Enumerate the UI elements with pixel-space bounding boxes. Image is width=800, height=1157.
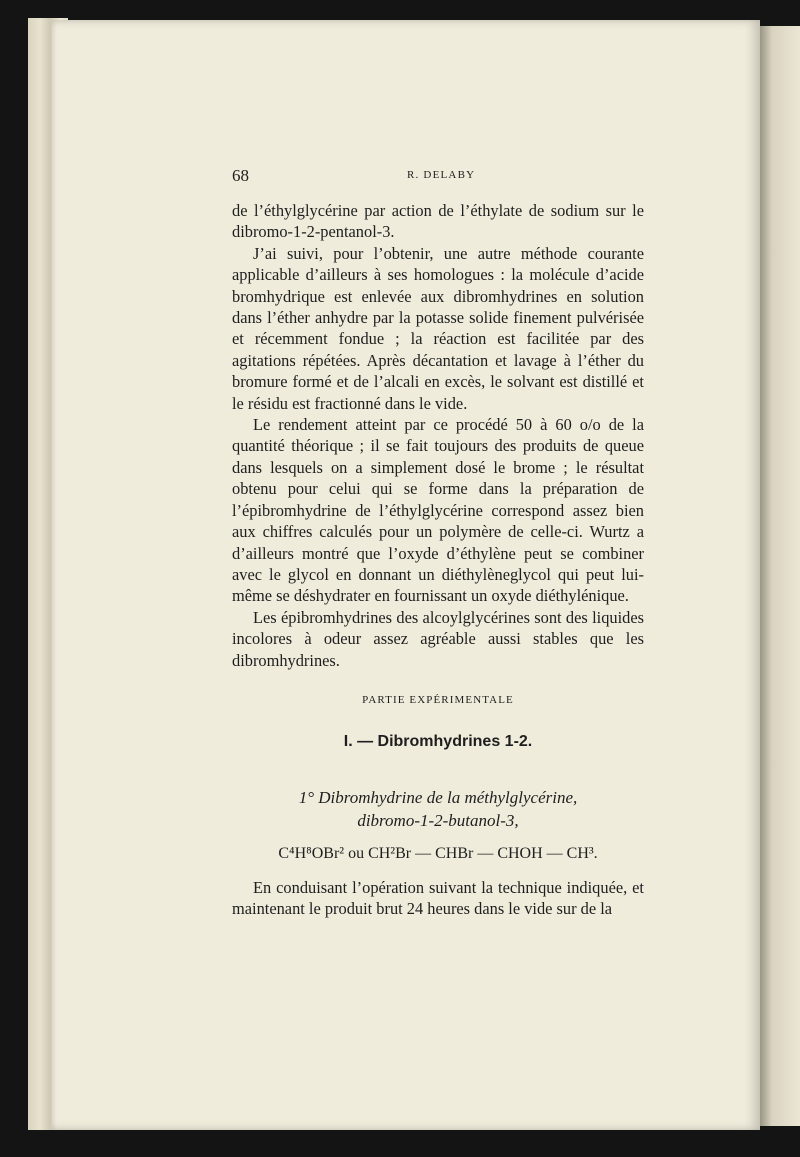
tail-text: [232, 877, 644, 920]
running-head-author: R. DELABY: [407, 169, 476, 181]
paragraph: J’ai suivi, pour l’obtenir, une autre méthode courante applicable d’ailleurs à ses homologues : la molécule d’acide bromhydrique est enlevée aux dibromhydrines en solution dans l’éther anhydre par la potasse solide finement pulvérisée et récemment fondue ; la réaction est facilitée par des agitations répétées. Après décantation et lavage à l’éther du bromure formé et de l’alcali en excès, le solvant est distillé et le résidu est fractionné dans le vide.: [232, 243, 644, 413]
facing-page-edge: [760, 26, 800, 1126]
paragraph: En conduisant l’opération suivant la technique indiquée, et maintenant le produit brut 24 heures dans le vide sur de la: [232, 878, 644, 919]
page-number: 68: [232, 166, 249, 185]
running-head: [232, 166, 644, 186]
book-page: [52, 20, 760, 1130]
compound-name: 1° Dibromhydrine de la méthylglycérine,: [298, 788, 578, 807]
body-text: [232, 200, 644, 671]
paragraph: Le rendement atteint par ce procédé 50 à 60 o/o de la quantité théorique ; il se fait toujours des produits de queue dans lesquels on a simplement dosé le brome ; le résultat obtenu pour celui qui se forme dans la préparation de l’épibromhydrine de l’éthylglycérine correspond assez bien aux chiffres calculés pour un polymère de celle-ci. Wurtz a d’ailleurs montré que l’oxyde d’éthylène peut se combiner avec le glycol en donnant un diéthylèneglycol qui peut lui-même se déshydrater en fournissant un oxyde diéthylénique.: [232, 415, 644, 606]
chemical-formula: C⁴H⁸OBr² ou CH²Br — CHBr — CHOH — CH³.: [278, 845, 598, 862]
section-title: PARTIE EXPÉRIMENTALE: [362, 694, 514, 706]
compound-title: [232, 786, 644, 832]
compound-systematic-name: dibromo-1-2-butanol-3,: [357, 811, 519, 830]
paragraph: Les épibromhydrines des alcoylglycérines sont des liquides incolores à odeur assez agréable aussi stables que les dibromhydrines.: [232, 607, 644, 670]
subsection-title: I. — Dibromhydrines 1-2.: [343, 733, 533, 750]
paragraph: de l’éthylglycérine par action de l’éthylate de sodium sur le dibromo-1-2-pentanol-3.: [232, 201, 644, 242]
